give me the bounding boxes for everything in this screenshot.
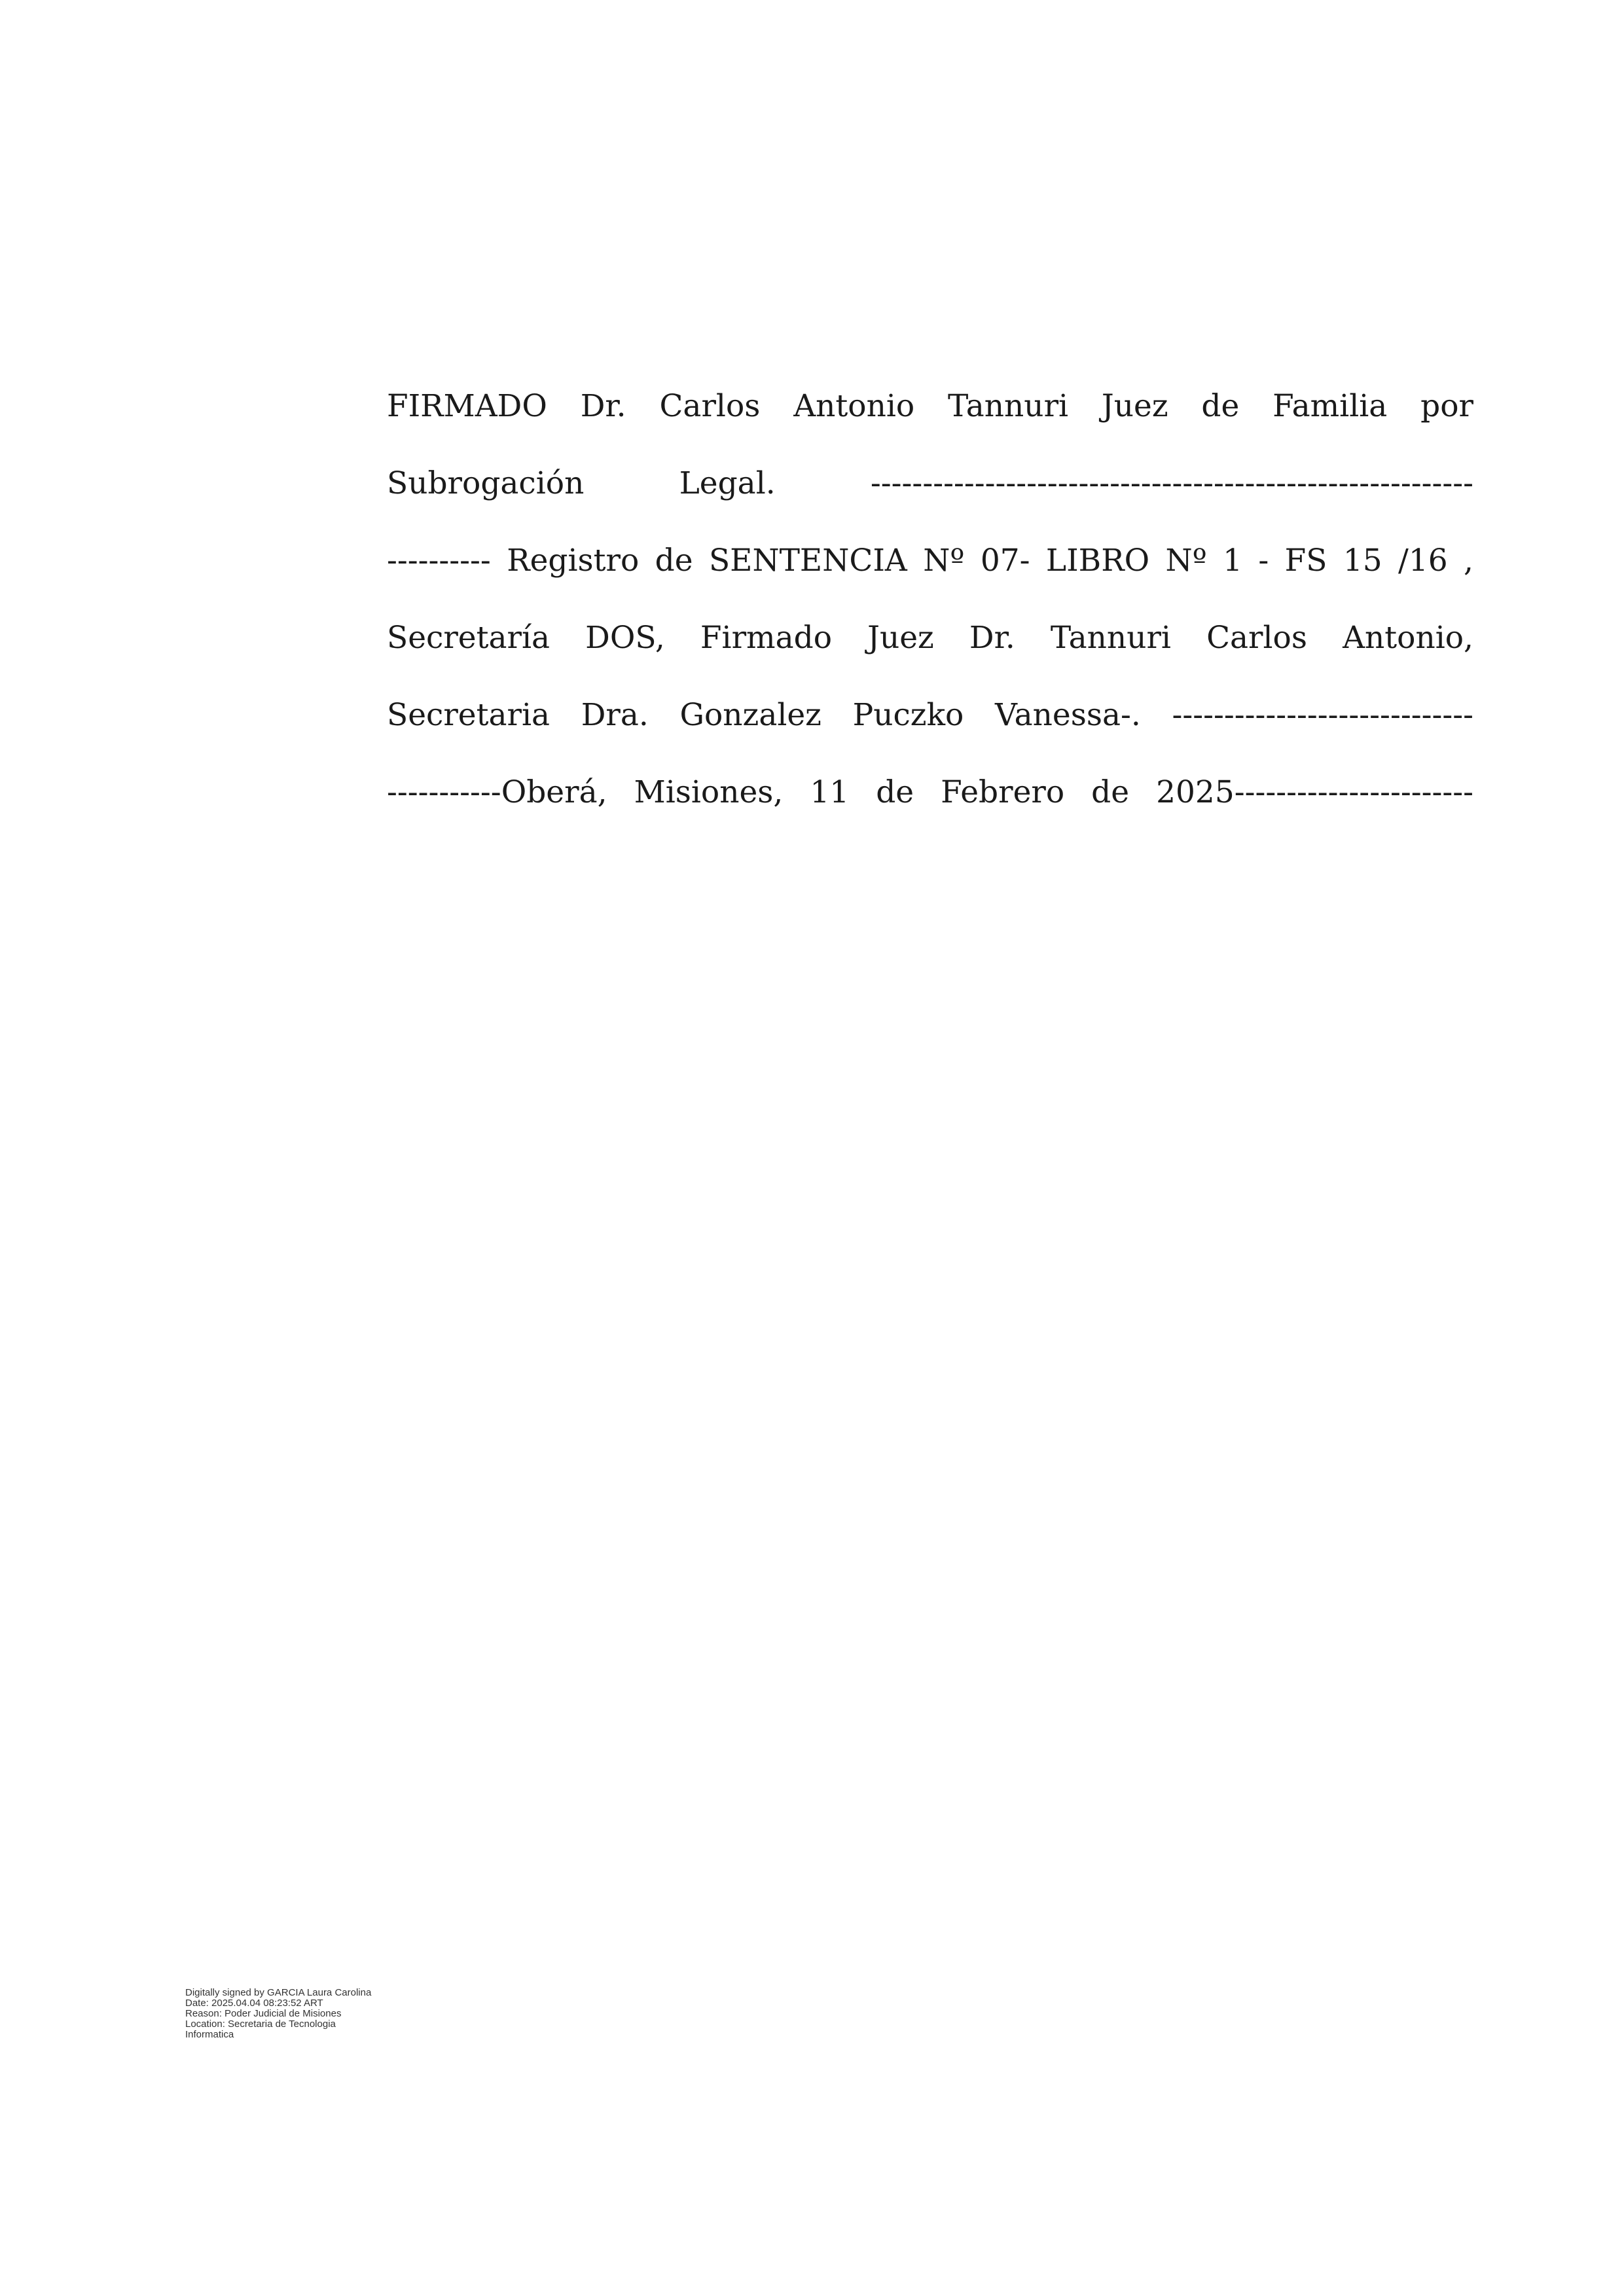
signature-location-continued: Informatica <box>185 2029 234 2040</box>
text-line-1: FIRMADO Dr. Carlos Antonio Tannuri Juez de Familia por <box>387 388 1473 424</box>
signature-location: Location: Secretaria de Tecnologia <box>185 2018 336 2030</box>
text-line-4: Secretaría DOS, Firmado Juez Dr. Tannuri Carlos Antonio, <box>387 620 1473 656</box>
text-line-6: -----------Oberá, Misiones, 11 de Febrero de 2025----------------------- <box>387 774 1473 810</box>
signature-reason: Reason: Poder Judicial de Misiones <box>185 2008 342 2019</box>
text-line-5: Secretaria Dra. Gonzalez Puczko Vanessa-. ----------------------------- <box>387 697 1473 733</box>
signature-date: Date: 2025.04.04 08:23:52 ART <box>185 1998 323 2009</box>
text-line-2: Subrogación Legal. ---------------------------------------------------------- <box>387 465 1473 501</box>
sentence-record-text <box>387 376 1473 840</box>
digital-signature-block <box>185 1988 513 2040</box>
text-line-3: ---------- Registro de SENTENCIA Nº 07- LIBRO Nº 1 - FS 15 /16 , <box>387 543 1473 579</box>
signature-signed-by: Digitally signed by GARCIA Laura Carolina <box>185 1987 372 1998</box>
